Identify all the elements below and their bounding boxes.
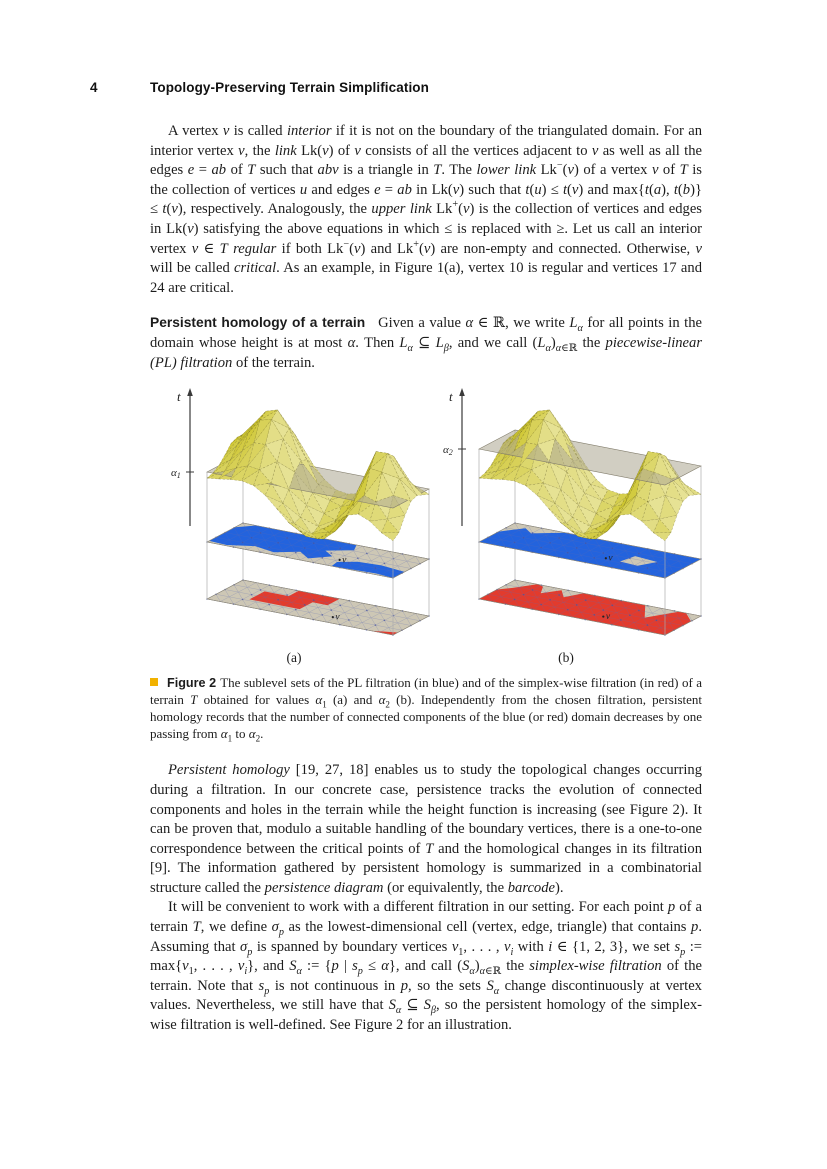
figure-2-panels [150,384,702,666]
page-number: 4 [90,80,98,95]
running-title: Topology-Preserving Terrain Simplification [150,80,429,95]
figure-2-panel-b [430,384,702,666]
figure-2 [150,384,702,742]
paragraph-links-definition: A vertex v is called interior if it is not on the boundary of the triangulated domain. For an interior vertex v, the link Lk(v) of v consists of all the vertices adjacent to v as well as all the edges e = ab of T such that abv is a triangle in T. The lower link Lk−(v) of a vertex v of T is the collection of vertices u and edges e = ab in Lk(v) such that t(u) ≤ t(v) and max{t(a), t(b)} ≤ t(v), respectively. Analogously, the upper link Lk+(v) is the collection of vertices and edges in Lk(v) satisfying the above equations in which ≤ is replaced with ≥. Let us call an interior vertex v ∈ T regular if both Lk−(v) and Lk+(v) are non-empty and connected. Otherwise, v will be called critical. As an example, in Figure 1(a), vertex 10 is regular and vertices 17 and 24 are critical. [150,123,702,296]
t-axis [443,388,466,526]
figure-caption-text: The sublevel sets of the PL filtration (in blue) and of the simplex-wise filtration (in red) of a terrain T obtained for values $\alpha_1$ (a) and $\alpha_2$ (b). Independently from the chosen filtration, persistent homology records that the number of connected components of the blue (or red) domain decreases by one passing from $\alpha_1$ to $\alpha_2$. [150,675,703,744]
figure-2-panel-a [158,384,430,666]
alpha-label: α2 [443,444,453,458]
t-axis [171,388,194,526]
svg-text:v: v [342,555,347,566]
axis-label: t [177,389,181,405]
simplexwise-sublevel-plane [478,579,702,636]
paragraph-simplexwise-filtration: It will be convenient to work with a different filtration in our setting. For each point p of a terrain T, we define $\sigma_p$ as the lowest-dimensional cell (vertex, edge, triangle) that contains p. Assuming that $\sigma_p$ is spanned by boundary vertices $v_1$, . . . , $v_i$ with i ∈ {1, 2, 3}, we set $s_p$ := $\max\{v_1$, . . . , $v_i$}, and $S_\alpha$ := {p | $s_p \le \alpha$}, and call $(S_\alpha)_{\alpha\in ℝ}$ the simplex-wise filtration of the terrain. Note that $s_p$ is not continuous in p, so the sets $S_\alpha$ change discontinuously at vertex values. Nevertheless, we still have that $S_\alpha$ ⊆ $S_\beta$, so the persistent homology of the simplex-wise filtration is well-defined. See Figure 2 for an illustration. [150,899,703,1034]
svg-text:v: v [608,553,613,564]
paragraph-pl-filtration [150,313,702,373]
axis-label: t [449,389,453,405]
svg-text:v: v [605,612,611,623]
subcaption-b: (b) [558,650,574,666]
axis-arrow-icon [459,388,465,396]
caption-accent-square-icon [150,678,158,686]
subcaption-a: (a) [286,650,302,666]
terrain-plot-a [158,384,430,642]
figure-caption [150,675,702,742]
figure-caption-label: Figure 2 [167,676,217,691]
paragraph-persistent-homology: Persistent homology [19, 27, 18] enables us to study the topological changes occurring during a filtration. In our concrete case, persistence tracks the evolution of connected components and holes in the terrain while the height function is increasing (see Figure 2). It can be proven that, modulo a suitable handling of the boundary vertices, there is a one-to-one correspondence between the critical points of T and the homological changes in its filtration [9]. The information gathered by persistent homology is summarized in a combinatorial structure called the persistence diagram (or equivalently, the barcode). [150,762,702,896]
text-column [150,122,702,1036]
svg-text:v: v [335,612,340,623]
terrain-plot-b [430,384,702,642]
simplexwise-sublevel-plane [206,579,430,636]
subsection-heading: Persistent homology of a terrain [150,315,366,331]
axis-arrow-icon [187,388,193,396]
alpha-label: α1 [171,467,181,481]
subsection-body: Given a value α ∈ ℝ, we write $L_\alpha$ for all points in the domain whose height is at most α. Then $L_\alpha$ ⊆ $L_\beta$, and we call $(L_\alpha)_{\alpha\in ℝ}$ the piecewise-linear (PL) filtration of the terrain. [150,315,702,371]
